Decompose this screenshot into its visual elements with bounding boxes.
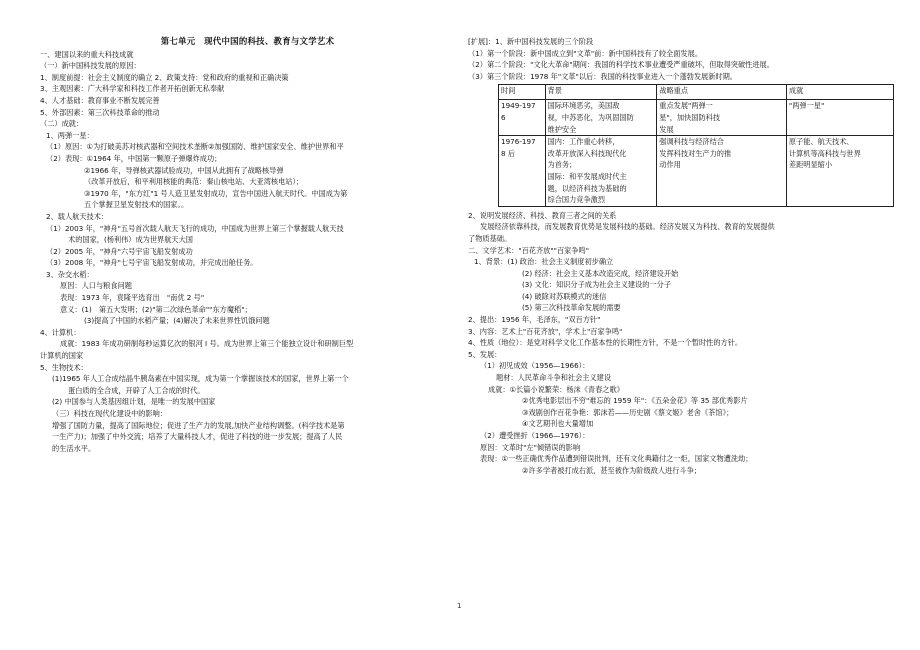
text-line: 增强了国防力量，提高了国际地位；促进了生产力的发展,加快产业结构调整。(科学技术是第 (52, 420, 345, 430)
text-line: （2）表现：①1964 年，中国第一颗原子弹爆炸成功； (46, 153, 222, 163)
cell-line: 星"，加快国防科技 (659, 112, 721, 122)
cell-line: 强调科技与经济结合 (659, 137, 724, 147)
text-line: 题材：人民革命斗争和社会主义建设 (496, 373, 612, 383)
text-line: ②优秀电影层出不穷"难忘的 1959 年"：《五朵金花》等 35 部优秀影片 (522, 396, 748, 406)
text-line: （3）第三个阶段：1978 年"文革"以后：我国的科技事业进入一个蓬勃发展新时期。 (468, 71, 737, 81)
table-cell (657, 100, 787, 136)
text-line: （1）原因：①为打破美苏对核武器和空间技术垄断②加强国防、维护国家安全、维护世界和平 (46, 142, 344, 152)
cell-line: 国内：工作重心转移， (547, 137, 620, 147)
table-header-cell: 背景 (545, 85, 657, 100)
text-line: 表现：①一些正确优秀作品遭到错误批判，还有文化典籍付之一炬，国家文物遭洗劫； (480, 454, 753, 464)
text-line: 表现：1973 年，袁隆平选育出 "南优 2 号" (60, 293, 205, 303)
text-line: (3)提高了中国的水稻产量；(4)解决了未来世界性饥饿问题 (84, 316, 270, 326)
text-line: 蛋白质的全合成，开辟了人工合成的时代。 (68, 385, 205, 395)
text-line: (5) 第三次科技革命发展的需要 (522, 303, 621, 313)
text-line: 原因：文革时"左"倾错误的影响 (480, 442, 581, 452)
text-line: 3、内容：艺术上"百花齐放"，学术上"百家争鸣" (468, 326, 623, 336)
text-line: (3) 文化：知识分子成为社会主义建设的一分子 (522, 280, 672, 290)
subsection-heading: （三）科技在现代化建设中的影响： (52, 409, 168, 418)
table-row (499, 136, 894, 207)
text-line: （1）初见成效（1956—1966）： (480, 361, 590, 371)
cell-line: 为首务； (547, 160, 577, 170)
item-heading: 5、生物技术： (40, 362, 88, 372)
text-line: 计算机的国家 (40, 351, 84, 361)
text-line: (2) 经济：社会主义基本改造完成，经济建设开始 (522, 268, 679, 278)
section-heading: 二、文学艺术："百花齐放""百家争鸣" (468, 245, 590, 255)
item-heading: 3、杂交水稻： (46, 269, 94, 279)
cell-line: 视，中苏恶化，为巩固国防 (547, 112, 634, 122)
cell-line: 综合国力竞争激烈 (547, 195, 606, 205)
cell-line: 发挥科技对生产力的推 (659, 148, 732, 158)
cell-line: 8 后 (501, 148, 516, 158)
table-cell (786, 136, 893, 207)
table-cell (786, 100, 893, 136)
text-line: 成就：1983 年成功研制每秒运算亿次的银河 I 号。成为世界上第三个能独立设计和研制巨型 (60, 339, 354, 349)
cell-line: 原子能、航天技术、 (788, 137, 854, 147)
cell-line: 发展 (659, 124, 674, 134)
table-cell (657, 136, 787, 207)
table-header-cell: 成就 (786, 85, 893, 100)
text-line: （2）2005 年，"神舟"六号宇宙飞船发射成功 (46, 246, 193, 256)
text-line: 4、性质（地位）：是党对科学文化工作基本性的长期性方针，不是一个暂时性的方针。 (468, 338, 743, 348)
table-cell (545, 136, 657, 207)
cell-line: 国际：和平发展成时代主 (547, 171, 627, 181)
table-cell (499, 100, 546, 136)
extension-heading: [扩展]：1、新中国科技发展的三个阶段 (468, 37, 594, 46)
cell-line: 动作用 (659, 160, 681, 170)
table-cell (545, 100, 657, 136)
item-heading: 2、载人航天技术： (46, 211, 109, 221)
item-heading: 2、说明发展经济、科技、教育三者之间的关系 (468, 210, 617, 220)
text-line: （1）2003 年，"神舟"五号首次载人航天飞行的成功，中国成为世界上第三个掌握载人航天技 (46, 223, 344, 233)
text-line: 原因：人口与粮食问题 (60, 281, 132, 291)
cell-line: 6 (501, 112, 506, 122)
cell-line: 题，以经济科技为基础的 (547, 183, 627, 193)
text-line: 成就：①长篇小说繁荣：杨沫《青春之歌》 (488, 384, 624, 394)
text-line: （3）2008 年，"神舟"七号宇宙飞船发射成功，并完成出舱任务。 (46, 258, 258, 268)
cell-line: "两弹一星" (788, 101, 825, 111)
text-line: 的生活水平。 (52, 443, 96, 453)
subsection-heading: （一）新中国科技发展的原因： (40, 61, 141, 71)
text-line: 1、背景：(1) 政治：社会主义制度初步确立 (474, 257, 614, 267)
table-header-row (499, 85, 894, 100)
text-line: 2、提出：1956 年，毛泽东，"双百方针" (468, 315, 601, 325)
text-line: 5、发展： (468, 349, 502, 359)
subsection-heading: （二）成就： (40, 119, 84, 129)
table-row (499, 100, 894, 136)
cell-line: 计算机等高科技与世界 (788, 148, 861, 158)
text-line: ④文艺期刊也大量增加 (522, 419, 594, 429)
cell-line: 维护安全 (547, 124, 577, 134)
text-line: （改革开放后，和平利用核能的典范：秦山核电站、大亚湾核电站）； (84, 177, 304, 187)
text-line: 1、制度前提：社会主义制度的确立 2、政策支持：党和政府的重视和正确决策 (40, 72, 289, 82)
page-title: 第七单元 现代中国的科技、教育与文学艺术 (160, 36, 335, 46)
cell-line: 改革开放深入科技现代化 (547, 148, 627, 158)
text-line: 发展经济依靠科技，而发展教育优势是发展科技的基础。经济发展又为科技、教育的发展提供 (480, 222, 775, 232)
left-column (40, 36, 455, 454)
text-line: (1)1965 年人工合成结晶牛胰岛素在中国实现，成为第一个掌握该技术的国家，世界上第一个 (52, 374, 349, 384)
item-heading: 1、两弹一星： (46, 130, 94, 140)
text-line: 3、主观因素：广大科学家和科技工作者开拓创新无私奉献 (40, 84, 225, 94)
section-heading: 一、建国以来的重大科技成就 (40, 49, 134, 59)
text-line: 4、人才基础：教育事业不断发展完善 (40, 95, 160, 105)
text-line: ②1966 年，导弹核武器试验成功，中国从此拥有了战略核导弹 (84, 165, 284, 175)
text-line: （1）第一个阶段：新中国成立到"文革"前：新中国科技有了较全面发展。 (468, 48, 703, 58)
table-cell (499, 136, 546, 207)
text-line: 意义：(1) 第五大发明；(2)"第二次绿色革命""东方魔稻"； (60, 304, 252, 314)
page-number: 1 (457, 602, 462, 610)
text-line: 了物质基础。 (468, 233, 512, 243)
text-line: ③戏剧创作百花争艳：郭沫若——历史剧《蔡文姬》老舍《茶馆》； (522, 407, 734, 417)
text-line: 五个掌握卫星发射技术的国家。。 (84, 200, 189, 210)
item-heading: 4、计算机： (40, 327, 81, 337)
stages-table (498, 84, 894, 206)
cell-line: 重点发展"两弹一 (659, 101, 713, 111)
text-line: ③1970 年，"东方红"1 号人造卫星发射成功，宣告中国进入航天时代。中国成为第 (84, 188, 348, 198)
table-header-cell: 战略重点 (657, 85, 787, 100)
cell-line: 1949-197 (501, 101, 536, 111)
text-line: (2) 中国参与人类基因组计划，是唯一的发展中国家 (52, 397, 216, 407)
text-line: ②许多学者被打成右派，甚至被作为阶级敌人进行斗争； (522, 465, 701, 475)
text-line: （2）遭受挫折（1966—1976）： (480, 431, 590, 440)
right-column (468, 36, 908, 476)
cell-line: 国际环境恶劣，美国敌 (547, 101, 620, 111)
cell-line: 1976-197 (501, 137, 536, 147)
text-line: 5、外部因素：第三次科技革命的推动 (40, 107, 160, 117)
text-line: (4) 破除对苏联模式的迷信 (522, 291, 607, 301)
text-line: 术的国家，(杨利伟）成为世界航天大国 (68, 235, 193, 245)
text-line: （2）第二个阶段："文化大革命"期间：我国的科学技术事业遭受严重破坏，但取得突破性进展。 (468, 60, 774, 70)
cell-line: 差距明显缩小 (788, 160, 833, 170)
text-line: 一生产力)；加强了中外交流；培养了大量科技人才，促进了科技的进一步发展；提高了人民 (52, 432, 343, 442)
table-header-cell: 时间 (499, 85, 546, 100)
